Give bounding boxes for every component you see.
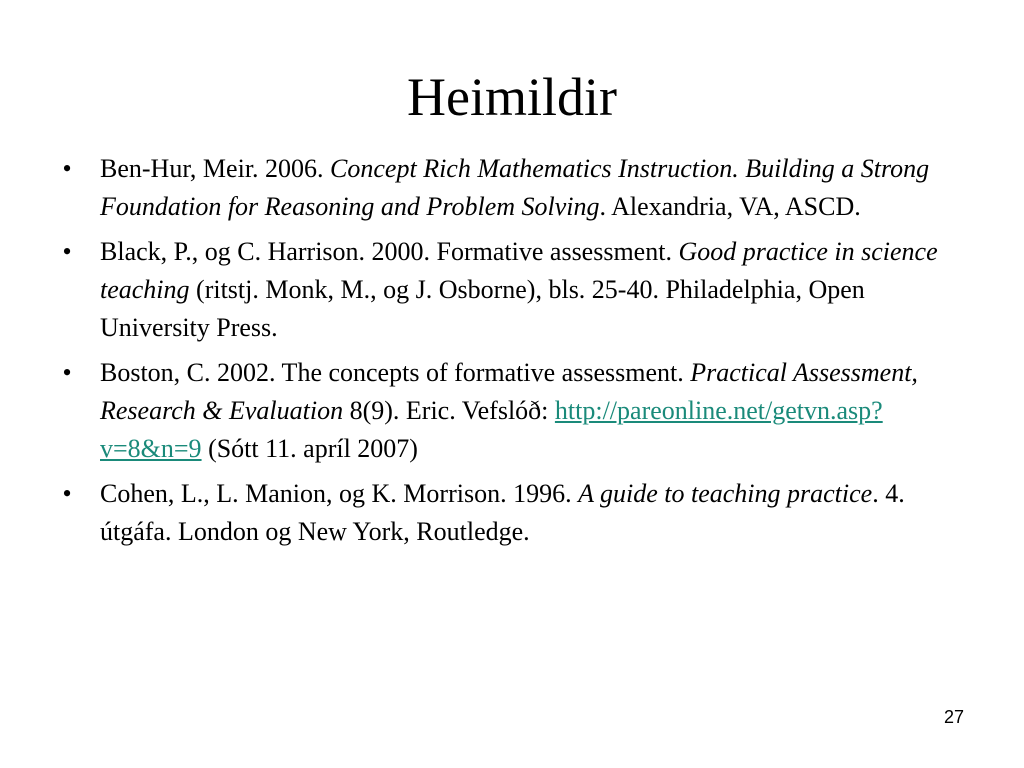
reference-title: Practical Assessment, Research & Evaluation — [100, 358, 918, 425]
bullet-icon: • — [62, 154, 72, 183]
reference-item-ben-hur — [57, 150, 977, 226]
bullet-icon: • — [62, 237, 72, 266]
reference-authors-year: Black, P., og C. Harrison. 2000. Formative assessment. — [100, 237, 679, 266]
reference-publisher: (ritstj. Monk, M., og J. Osborne), bls. 25-40. Philadelphia, Open University Press. — [100, 275, 865, 342]
bullet-icon: • — [62, 479, 72, 508]
reference-authors-year: Ben-Hur, Meir. 2006. — [100, 154, 331, 183]
reference-title: A guide to teaching practice — [578, 479, 873, 508]
reference-item-black — [57, 233, 977, 347]
reference-list — [57, 150, 977, 558]
reference-accessed: (Sótt 11. apríl 2007) — [201, 434, 418, 463]
reference-publisher: . 4. útgáfa. London og New York, Routledge. — [100, 479, 905, 546]
reference-item-cohen — [57, 475, 977, 551]
reference-authors-year: Cohen, L., L. Manion, og K. Morrison. 1996. — [100, 479, 579, 508]
reference-volume: 8(9). Eric. Vefslóð: — [343, 396, 555, 425]
slide-title: Heimildir — [407, 67, 617, 127]
bullet-icon: • — [62, 358, 72, 387]
reference-publisher: . Alexandria, VA, ASCD. — [599, 192, 861, 221]
reference-authors-year: Boston, C. 2002. The concepts of formative assessment. — [100, 358, 691, 387]
reference-url-link[interactable]: http://pareonline.net/getvn.asp?v=8&n=9 — [100, 396, 883, 463]
page-number: 27 — [943, 707, 964, 727]
reference-title: Concept Rich Mathematics Instruction. Building a Strong Foundation for Reasoning and Problem Solving — [100, 154, 930, 221]
reference-title: Good practice in science teaching — [100, 237, 938, 304]
reference-item-boston — [57, 354, 977, 468]
